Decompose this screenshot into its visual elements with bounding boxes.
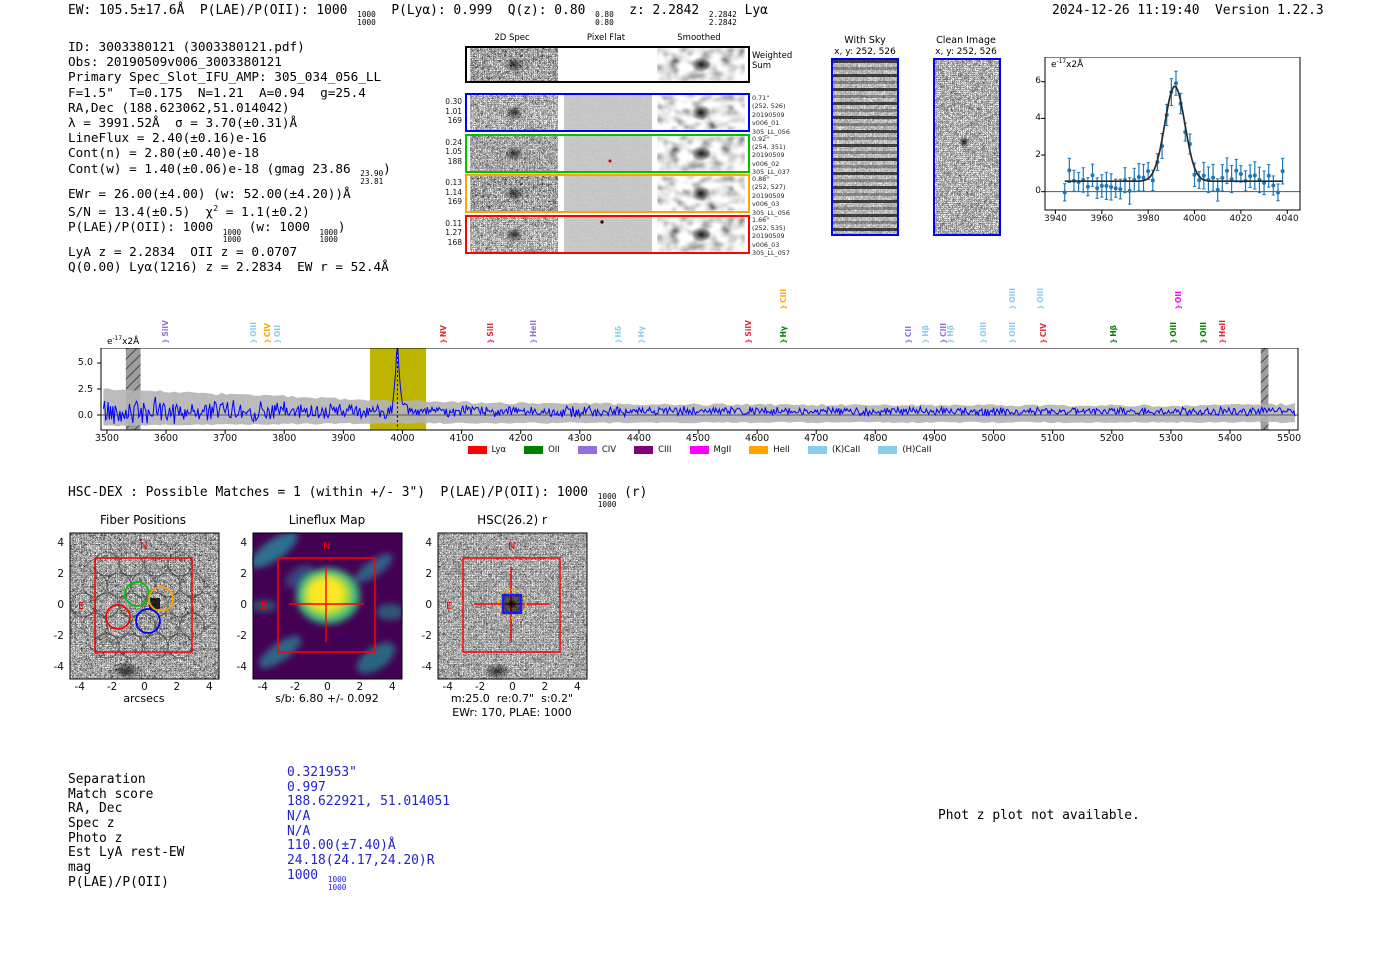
match-row-label: Est LyA rest-EW [68,845,185,861]
cutout-row [465,215,750,254]
match-row-value: 0.321953" [287,765,357,780]
fiber-xlabel: arcsecs [123,692,165,705]
line-marker-NV: NV { [439,324,449,344]
spectrum-y-tick: 0.0 [77,409,93,421]
fit-x-tick: 4020 [1229,214,1253,224]
info-line: F=1.5" T=0.175 N=1.21 A=0.94 g=25.4 [68,84,366,100]
line-marker-Hβ: Hβ { [945,325,955,344]
mini-y-tick: -2 [421,630,432,643]
fit-y-tick: 2 [1035,149,1041,160]
north-label: N [323,541,331,552]
legend-swatch [808,446,827,454]
spectrum-x-tick: 3700 [213,433,238,444]
line-marker-OIII: OIII { [1198,322,1208,344]
line-fit-plot [1041,57,1304,223]
info-line: LineFlux = 2.40(±0.16)e-16 [68,130,267,146]
spectrum-x-tick: 4600 [745,433,770,444]
clean-image-title: Clean Image x, y: 252, 526 [935,35,997,57]
clean-image [933,58,1001,236]
legend-swatch [468,446,487,454]
column-header-2dspec: 2D Spec [494,33,530,43]
mini-y-tick: 2 [240,567,247,580]
mini-x-tick: 2 [541,681,549,693]
spectrum-x-tick: 3800 [272,433,297,444]
mini-y-tick: 2 [57,567,64,580]
cutout-row-weights: 0.24 1.05 188 [445,137,462,166]
spectrum-x-tick: 5100 [1040,433,1065,444]
cutout-row [465,134,750,173]
cutout-row [465,174,750,213]
mini-x-tick: -4 [442,681,453,693]
line-marker-Hβ: Hβ { [1108,325,1118,344]
line-marker-OIII: OIII { [1168,322,1178,344]
info-line: Cont(n) = 2.80(±0.40)e-18 [68,145,259,161]
spectrum-x-tick: 4200 [508,433,533,444]
match-row-value: 1000 1000 1000 [287,867,347,892]
line-marker-OIII: OIII { [1007,288,1017,310]
line-fit-ylabel: $e^{-17}x2Å$ [1051,59,1084,70]
cutout-row-weights: 0.13 1.14 169 [445,178,462,206]
mini-y-tick: 2 [425,567,432,580]
spectrum-x-tick: 4900 [922,433,947,444]
fit-y-tick: 4 [1035,112,1041,123]
mini-x-tick: -2 [474,681,486,693]
detection-info-block [68,39,391,275]
line-marker-SiIV: SiIV { [744,320,754,344]
spectrum-x-tick: 3900 [331,433,356,444]
info-line: Obs: 20190509v006_3003380121 [68,54,282,70]
spectrum-x-tick: 4500 [685,433,711,444]
mini-y-tick: 0 [240,599,247,611]
spectrum-legend [101,445,1298,455]
legend-swatch [749,446,768,454]
info-line: RA,Dec (188.623062,51.014042) [68,99,290,115]
hsc-cutout-title: HSC(26.2) r [477,513,547,527]
spectrum-x-tick: 5400 [1217,433,1243,444]
lineflux-map-plot [252,532,403,684]
info-line: EWr = 26.00(±4.00) (w: 52.00(±4.20))Å [68,185,351,201]
legend-swatch [634,446,653,454]
legend-item-MgII: MgII [690,445,732,455]
info-line: Cont(w) = 1.40(±0.06)e-18 (gmag 23.86 23.90 23.81 ) [68,160,391,186]
fit-y-tick: 0 [1035,186,1041,197]
east-label: E [261,601,268,612]
sky-stripes-overlay [833,60,897,234]
legend-item-(H)CaII: (H)CaII [878,445,931,455]
mini-x-tick: 4 [205,681,213,693]
lineflux-map-title: Lineflux Map [288,513,366,527]
line-marker-OII: OII { [1174,291,1183,310]
cutout-row-meta: 0.88" (252, 527) 20190509 v006_03 305_LL_056 [752,175,790,217]
spectrum-x-tick: 4800 [863,433,888,444]
spectrum-y-tick: 5.0 [77,357,93,369]
fit-x-tick: 4000 [1183,214,1206,224]
weighted-sum-label: Weighted Sum [752,51,793,71]
mini-x-tick: -4 [257,681,268,693]
spectrum-plot [97,348,1302,440]
match-row-value: 0.997 [287,779,326,795]
line-marker-Hγ: Hγ { [779,325,789,344]
spectrum-y-tick: 2.5 [77,383,93,395]
spectrum-x-tick: 4100 [449,433,474,444]
mini-x-tick: 2 [173,681,181,693]
hsc-xlabel2: EWr: 170, PLAE: 1000 [452,706,572,719]
match-row-label: Match score [68,786,154,802]
cutout-row-meta: 0.71" (252, 526) 20190509 v006_01 305_LL_056 [752,94,790,136]
match-row-label: mag [68,859,92,875]
line-marker-Hδ: Hδ { [614,325,624,344]
with-sky-title: With Sky x, y: 252, 526 [834,35,896,57]
info-line: ID: 3003380121 (3003380121.pdf) [68,39,305,54]
line-marker-HeII: HeII { [1217,320,1227,344]
legend-item-OII: OII [524,445,560,455]
match-row-value: 188.622921, 51.014051 [287,794,450,810]
spectrum-x-tick: 5000 [981,433,1006,444]
hsc-cutout-plot [437,532,588,684]
line-marker-OIII: OIII { [1007,322,1017,344]
info-line: LyA z = 2.2834 OII z = 0.0707 [68,244,298,260]
line-marker-CIV: CIV { [1038,322,1048,344]
cutout-2d-grid [443,30,803,258]
timestamp: 2024-12-26 11:19:40 [1052,3,1200,18]
cutout-row-weights: 0.11 1.27 168 [445,218,462,247]
spectrum-x-tick: 5500 [1277,433,1302,444]
line-marker-Hβ: Hβ { [921,325,930,344]
summary-header: EW: 105.5±17.6Å P(LAE)/P(OII): 1000 1000 1000 P(Lyα): 0.999 Q(z): 0.80 0.80 0.80 z: 2.2842 2.2842 2.2842 Lyα [68,3,768,28]
mini-x-tick: -2 [106,681,118,693]
mini-y-tick: -2 [236,630,247,643]
spectrum-x-tick: 5200 [1099,433,1124,444]
line-marker-CIII: CIII { [938,323,948,344]
legend-item-CIII: CIII [634,445,671,455]
line-marker-OIII: OIII { [248,322,258,344]
info-line: Q(0.00) Lyα(1216) z = 2.2834 EW r = 52.4Å [68,259,389,275]
mini-y-tick: -4 [421,661,432,674]
north-label: N [140,541,148,552]
spectrum-x-tick: 4700 [804,433,829,444]
info-line: λ = 3991.52Å σ = 3.70(±0.31)Å [68,115,298,131]
fit-x-tick: 3940 [1043,214,1067,224]
mini-y-tick: 0 [425,599,432,611]
hsc-xlabel: m:25.0 re:0.7" s:0.2" [450,692,574,705]
cutout-row [465,93,750,132]
legend-item-CIV: CIV [578,445,616,455]
with-sky-image [831,58,899,236]
lineflux-xlabel: s/b: 6.80 +/- 0.092 [275,692,379,705]
line-marker-CIII: CIII { [779,289,789,310]
report-meta [1052,3,1324,18]
legend-swatch [690,446,709,454]
fit-x-tick: 3960 [1090,214,1114,224]
fit-y-tick: 6 [1035,76,1041,87]
match-table-labels [68,773,184,890]
legend-swatch [524,446,543,454]
line-marker-OIII: OIII { [978,322,988,344]
line-marker-HeII: HeII { [529,320,539,344]
cutout-row-meta: 0.92" (254, 351) 20190509 v006_02 305_LL_037 [752,134,790,177]
mini-y-tick: 0 [57,599,64,611]
emission-line-markers [101,266,1298,346]
photz-note: Phot z plot not available. [938,808,1140,823]
match-row-label: RA, Dec [68,801,123,817]
match-row-label: Photo z [68,830,123,846]
cutout-row-meta: 1.66" (252, 535) 20190509 v006_03 305_LL_057 [752,215,790,258]
fit-x-tick: 4040 [1275,214,1299,224]
mini-x-tick: 4 [573,681,581,693]
spectrum-x-tick: 3600 [153,433,179,444]
fit-x-tick: 3980 [1136,214,1160,224]
mini-x-tick: -4 [74,681,85,693]
cutout-row [465,46,750,83]
east-label: E [446,601,453,612]
info-line: P(LAE)/P(OII): 1000 1000 1000 (w: 1000 1000 1000 ) [68,219,346,245]
match-row-label: Separation [68,772,146,787]
mini-y-tick: -4 [53,661,64,674]
match-row-value: 110.00(±7.40)Å [287,838,396,854]
hsc-dex-summary: HSC-DEX : Possible Matches = 1 (within +/- 3") P(LAE)/P(OII): 1000 1000 1000 (r) [68,485,648,510]
match-row-value: N/A [287,823,311,839]
cutout-row-weights: 0.30 1.01 169 [445,97,462,125]
line-marker-OIII: OIII { [1035,288,1045,310]
mini-x-tick: 0 [509,681,516,693]
line-marker-CII: CII { [903,325,913,344]
info-line: S/N = 13.4(±0.5) $\chi^2 = 1.1(\pm 0.2)$ [68,202,310,220]
spectrum-x-tick: 4400 [626,433,651,444]
spectrum-x-tick: 3500 [94,433,119,444]
fiber-positions-plot [69,532,220,684]
mini-y-tick: -2 [53,630,64,643]
line-marker-OII: OII { [273,325,283,344]
legend-swatch [878,446,897,454]
mini-x-tick: -2 [289,681,301,693]
fiber-positions-title: Fiber Positions [99,513,187,527]
column-header-pixelflat: Pixel Flat [586,33,626,43]
mini-y-tick: -4 [236,661,247,674]
line-marker-Hγ: Hγ { [637,325,647,344]
legend-item-HeII: HeII [749,445,790,455]
mini-x-tick: 0 [324,681,331,693]
mini-y-tick: 4 [240,536,247,549]
legend-item-(K)CaII: (K)CaII [808,445,860,455]
match-row-label: Spec z [68,815,115,831]
mini-y-tick: 4 [425,536,432,549]
mini-x-tick: 4 [388,681,396,693]
line-marker-CIV: CIV { [263,322,273,344]
match-table-values [287,766,450,892]
north-label: N [508,541,516,552]
line-marker-SiII: SiII { [485,323,495,344]
match-row-label: P(LAE)/P(OII) [68,874,169,890]
mini-y-tick: 4 [57,536,64,549]
spectrum-x-tick: 4300 [567,433,592,444]
spectrum-ylabel: $e^{-17}x2Å$ [107,336,140,347]
info-line: Primary Spec_Slot_IFU_AMP: 305_034_056_LL [68,69,382,85]
match-row-value: N/A [287,808,311,824]
spectrum-x-tick: 5300 [1158,433,1183,444]
match-row-value: 24.18(24.17,24.20)R [287,852,435,868]
line-marker-SiIV: SiIV { [160,320,170,344]
mini-x-tick: 0 [141,681,148,693]
legend-swatch [578,446,597,454]
east-label: E [78,601,85,612]
column-header-smoothed: Smoothed [677,33,721,43]
mini-x-tick: 2 [356,681,364,693]
legend-item-Lyα: Lyα [468,445,507,455]
spectrum-x-tick: 4000 [390,433,415,444]
version-label: Version 1.22.3 [1215,3,1324,18]
